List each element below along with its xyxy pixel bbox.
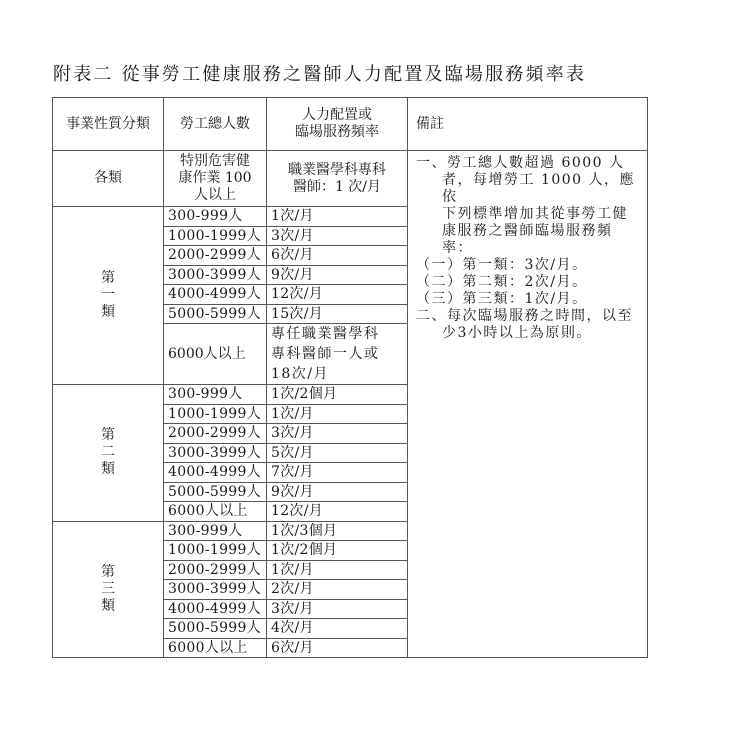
- header-total-workers: 勞工總人數: [164, 98, 267, 151]
- header-notes: 備註: [408, 98, 648, 151]
- header-frequency-line2: 臨場服務頻率: [295, 124, 379, 140]
- header-business-category: 事業性質分類: [53, 98, 164, 151]
- document-title: 附表二 從事勞工健康服務之醫師人力配置及臨場服務頻率表: [53, 64, 587, 85]
- note-1-sub-1: （一）第一類：3次/月。: [416, 257, 588, 273]
- category-3-char: 類: [101, 597, 115, 614]
- frequency-cell: 1次/2個月: [267, 385, 408, 405]
- workers-cell: 3000-3999人: [164, 580, 267, 600]
- frequency-cell: 1次/月: [267, 404, 408, 424]
- frequency-cell: 9次/月: [267, 482, 408, 502]
- category-3: [53, 521, 164, 658]
- frequency-cell: 7次/月: [267, 463, 408, 483]
- general-frequency-line2: 醫師：1 次/月: [292, 178, 382, 195]
- workers-cell: 2000-2999人: [164, 424, 267, 444]
- header-row: [53, 98, 648, 151]
- workers-cell: 4000-4999人: [164, 285, 267, 305]
- note-2-line2: 少3小時以上為原則。: [442, 325, 592, 341]
- workers-cell: 1000-1999人: [164, 541, 267, 561]
- workers-cell: 5000-5999人: [164, 619, 267, 639]
- category-2-char: 二: [101, 444, 115, 461]
- frequency-cell: 5次/月: [267, 443, 408, 463]
- note-1-sub-2: （二）第二類：2次/月。: [416, 274, 588, 290]
- frequency-cell: 1次/2個月: [267, 541, 408, 561]
- workers-cell: 4000-4999人: [164, 599, 267, 619]
- frequency-cell: 9次/月: [267, 265, 408, 285]
- workers-cell: 6000人以上: [164, 502, 267, 522]
- frequency-cell: 1次/月: [267, 560, 408, 580]
- workers-cell: 6000人以上: [164, 324, 267, 385]
- category-3-char: 三: [101, 580, 115, 597]
- notes-cell: [408, 151, 648, 658]
- general-workers-line2: 康作業 100: [178, 170, 252, 186]
- staffing-frequency-table: [52, 97, 648, 658]
- frequency-cell: 12次/月: [267, 502, 408, 522]
- general-workers-line3: 人以上: [194, 187, 236, 203]
- frequency-cell: 6次/月: [267, 638, 408, 658]
- general-category: 各類: [53, 151, 164, 207]
- workers-cell: 2000-2999人: [164, 246, 267, 266]
- workers-cell: 6000人以上: [164, 638, 267, 658]
- header-frequency-line1: 人力配置或: [302, 107, 372, 123]
- general-row: [53, 151, 648, 207]
- workers-cell: 4000-4999人: [164, 463, 267, 483]
- note-1-line1: 一、勞工總人數超過 6000 人: [416, 155, 625, 171]
- category-1-char: 第: [101, 270, 115, 286]
- frequency-cell: 4次/月: [267, 619, 408, 639]
- frequency-cell: 1次/月: [267, 207, 408, 227]
- category-2: [53, 385, 164, 522]
- frequency-line: 專任職業醫學科: [271, 326, 380, 342]
- workers-cell: 2000-2999人: [164, 560, 267, 580]
- general-workers-line1: 特別危害健: [180, 153, 250, 169]
- note-1-line2: 者，每增勞工 1000 人，應依: [442, 172, 636, 205]
- workers-cell: 1000-1999人: [164, 404, 267, 424]
- frequency-cell: 1次/3個月: [267, 521, 408, 541]
- workers-cell: 5000-5999人: [164, 482, 267, 502]
- frequency-cell: 3次/月: [267, 226, 408, 246]
- frequency-cell: 3次/月: [267, 424, 408, 444]
- note-1-line3: 下列標準增加其從事勞工健: [442, 206, 628, 222]
- category-2-char: 類: [101, 461, 115, 478]
- frequency-cell: 2次/月: [267, 580, 408, 600]
- category-1: [53, 207, 164, 385]
- category-2-char: 第: [101, 427, 115, 444]
- workers-cell: 3000-3999人: [164, 443, 267, 463]
- frequency-cell: 6次/月: [267, 246, 408, 266]
- frequency-cell: [267, 324, 408, 385]
- header-frequency: [267, 98, 408, 151]
- workers-cell: 300-999人: [164, 385, 267, 405]
- frequency-cell: 15次/月: [267, 304, 408, 324]
- note-1-line4: 康服務之醫師臨場服務頻率：: [442, 223, 613, 256]
- category-1-char: 類: [101, 304, 115, 320]
- frequency-line: 18次/月: [271, 366, 330, 382]
- workers-cell: 5000-5999人: [164, 304, 267, 324]
- frequency-cell: 3次/月: [267, 599, 408, 619]
- note-2-line1: 二、每次臨場服務之時間，以至: [416, 308, 633, 324]
- general-workers: [164, 151, 267, 207]
- frequency-line: 專科醫師一人或: [271, 346, 380, 362]
- general-frequency: [267, 151, 408, 207]
- category-3-char: 第: [101, 563, 115, 580]
- workers-cell: 300-999人: [164, 521, 267, 541]
- workers-cell: 300-999人: [164, 207, 267, 227]
- note-1-sub-3: （三）第三類：1次/月。: [416, 291, 588, 307]
- workers-cell: 1000-1999人: [164, 226, 267, 246]
- category-1-char: 一: [101, 287, 115, 303]
- frequency-cell: 12次/月: [267, 285, 408, 305]
- general-frequency-line1: 職業醫學科專科: [288, 161, 386, 178]
- workers-cell: 3000-3999人: [164, 265, 267, 285]
